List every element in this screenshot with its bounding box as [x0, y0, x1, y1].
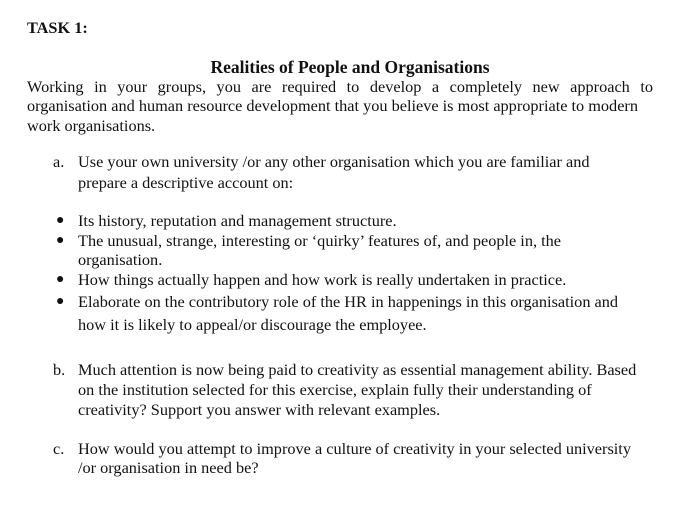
bullet-text: How things actually happen and how work is really undertaken in practice.	[78, 270, 567, 289]
item-b-line: on the institution selected for this exercise, explain fully their understanding of	[78, 380, 592, 399]
intro-line: Working in your groups, you are required to develop a completely new approach to	[27, 77, 653, 96]
bullet-icon: ●	[56, 272, 65, 287]
task-label: TASK 1:	[27, 18, 88, 37]
item-a-line: Use your own university /or any other organisation which you are familiar and	[78, 152, 590, 171]
item-b-marker: b.	[53, 360, 66, 379]
bullet-text: The unusual, strange, interesting or ‘quirky’ features of, and people in, the	[78, 231, 562, 250]
item-b-line: creativity? Support you answer with relevant examples.	[78, 400, 441, 419]
bullet-text: Elaborate on the contributory role of the HR in happenings in this organisation and	[78, 292, 619, 311]
bullet-icon: ●	[56, 294, 65, 309]
item-c-line: /or organisation in need be?	[78, 458, 259, 477]
intro-line: work organisations.	[27, 116, 156, 135]
item-c-marker: c.	[53, 439, 65, 458]
bullet-text: Its history, reputation and management structure.	[78, 211, 397, 230]
item-a-line: prepare a descriptive account on:	[78, 173, 294, 192]
item-b-line: Much attention is now being paid to creativity as essential management ability. Based	[78, 360, 637, 379]
item-c-line: How would you attempt to improve a culture of creativity in your selected university	[78, 439, 631, 458]
bullet-text: organisation.	[78, 250, 163, 269]
item-a-marker: a.	[53, 152, 65, 171]
bullet-icon: ●	[56, 213, 65, 228]
intro-line: organisation and human resource development that you believe is most appropriate to modern	[27, 96, 638, 115]
bullet-icon: ●	[56, 233, 65, 248]
bullet-text: how it is likely to appeal/or discourage the employee.	[78, 315, 427, 334]
document-title: Realities of People and Organisations	[210, 57, 490, 77]
